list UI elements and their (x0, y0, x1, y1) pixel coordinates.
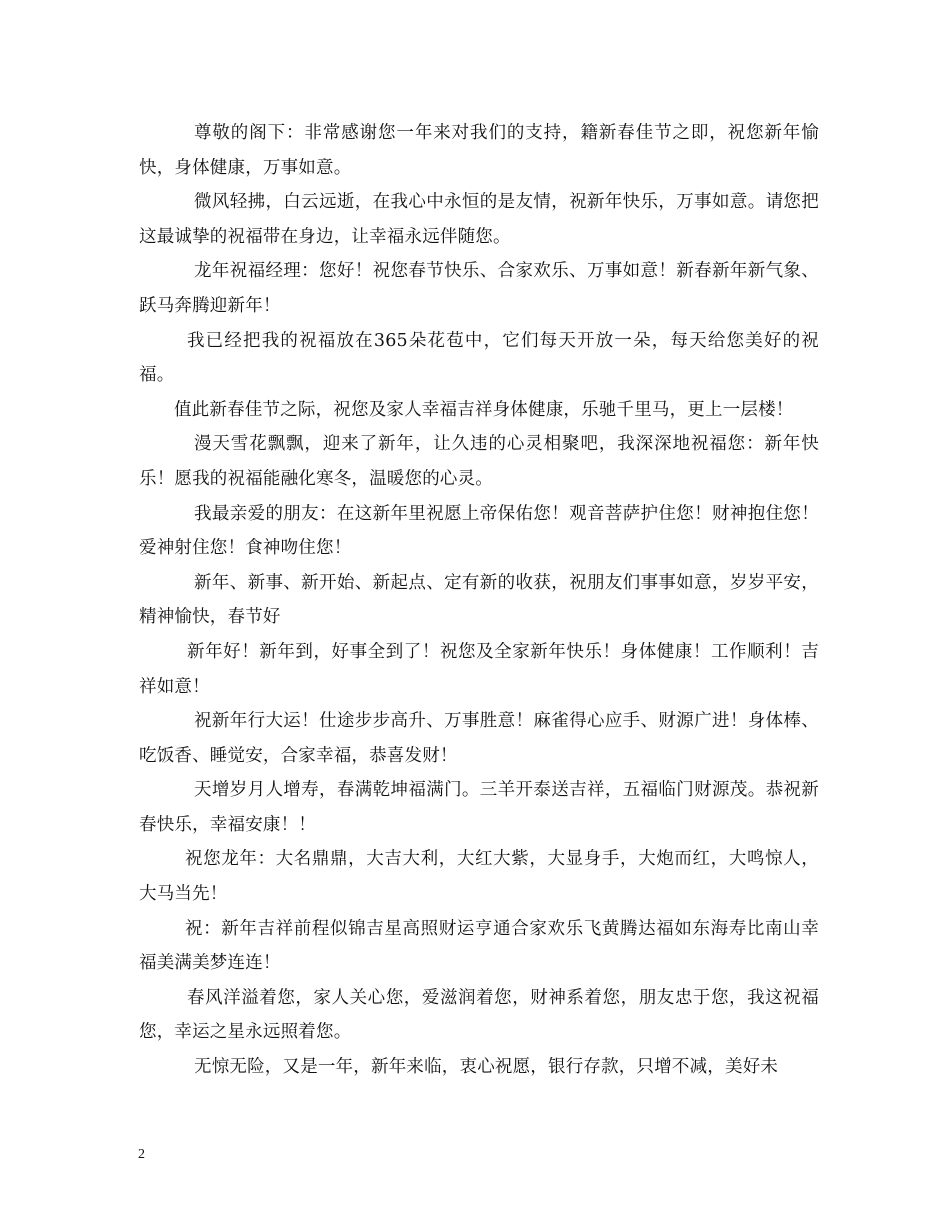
paragraph-9: 新年好！新年到，好事全到了！祝您及全家新年快乐！身体健康！工作顺利！吉祥如意！ (139, 641, 819, 697)
paragraph-8: 新年、新事、新开始、新起点、定有新的收获，祝朋友们事事如意，岁岁平安，精神愉快，春节好 (139, 572, 819, 628)
paragraph-12: 祝您龙年：大名鼎鼎，大吉大利，大红大紫，大显身手，大炮而红，大鸣惊人，大马当先！ (139, 849, 819, 905)
paragraph-7: 我最亲爱的朋友：在这新年里祝愿上帝保佑您！观音菩萨护住您！财神抱住您！爱神射住您！食神吻住您！ (139, 503, 819, 559)
paragraph-2: 微风轻拂，白云远逝，在我心中永恒的是友情，祝新年快乐，万事如意。请您把这最诚挚的祝福带在身边，让幸福永远伴随您。 (139, 192, 819, 247)
paragraph-10: 祝新年行大运！仕途步步高升、万事胜意！麻雀得心应手、财源广进！身体棒、吃饭香、睡觉安，合家幸福，恭喜发财！ (139, 711, 819, 766)
page-number: 2 (138, 1147, 145, 1162)
paragraph-3: 龙年祝福经理：您好！祝您春节快乐、合家欢乐、万事如意！新春新年新气象、跃马奔腾迎新年！ (139, 261, 819, 316)
paragraph-14: 春风洋溢着您，家人关心您，爱滋润着您，财神系着您，朋友忠于您，我这祝福您，幸运之星永远照着您。 (139, 987, 819, 1043)
document-body (139, 116, 819, 1085)
paragraph-4: 我已经把我的祝福放在365朵花苞中，它们每天开放一朵，每天给您美好的祝福。 (139, 330, 819, 386)
paragraph-15: 无惊无险，又是一年，新年来临，衷心祝愿，银行存款，只增不减，美好未 (194, 1057, 779, 1078)
paragraph-13: 祝：新年吉祥前程似锦吉星高照财运亨通合家欢乐飞黄腾达福如东海寿比南山幸福美满美梦连连！ (139, 918, 819, 974)
paragraph-1: 尊敬的阁下：非常感谢您一年来对我们的支持，籍新春佳节之即，祝您新年愉快，身体健康，万事如意。 (139, 123, 819, 178)
paragraph-6: 漫天雪花飘飘，迎来了新年，让久违的心灵相聚吧，我深深地祝福您：新年快乐！愿我的祝福能融化寒冬，温暖您的心灵。 (139, 434, 819, 489)
paragraph-11: 天增岁月人增寿，春满乾坤福满门。三羊开泰送吉祥，五福临门财源茂。恭祝新春快乐，幸福安康！！ (139, 780, 819, 835)
paragraph-5: 值此新春佳节之际，祝您及家人幸福吉祥身体健康，乐驰千里马，更上一层楼！ (174, 399, 794, 420)
